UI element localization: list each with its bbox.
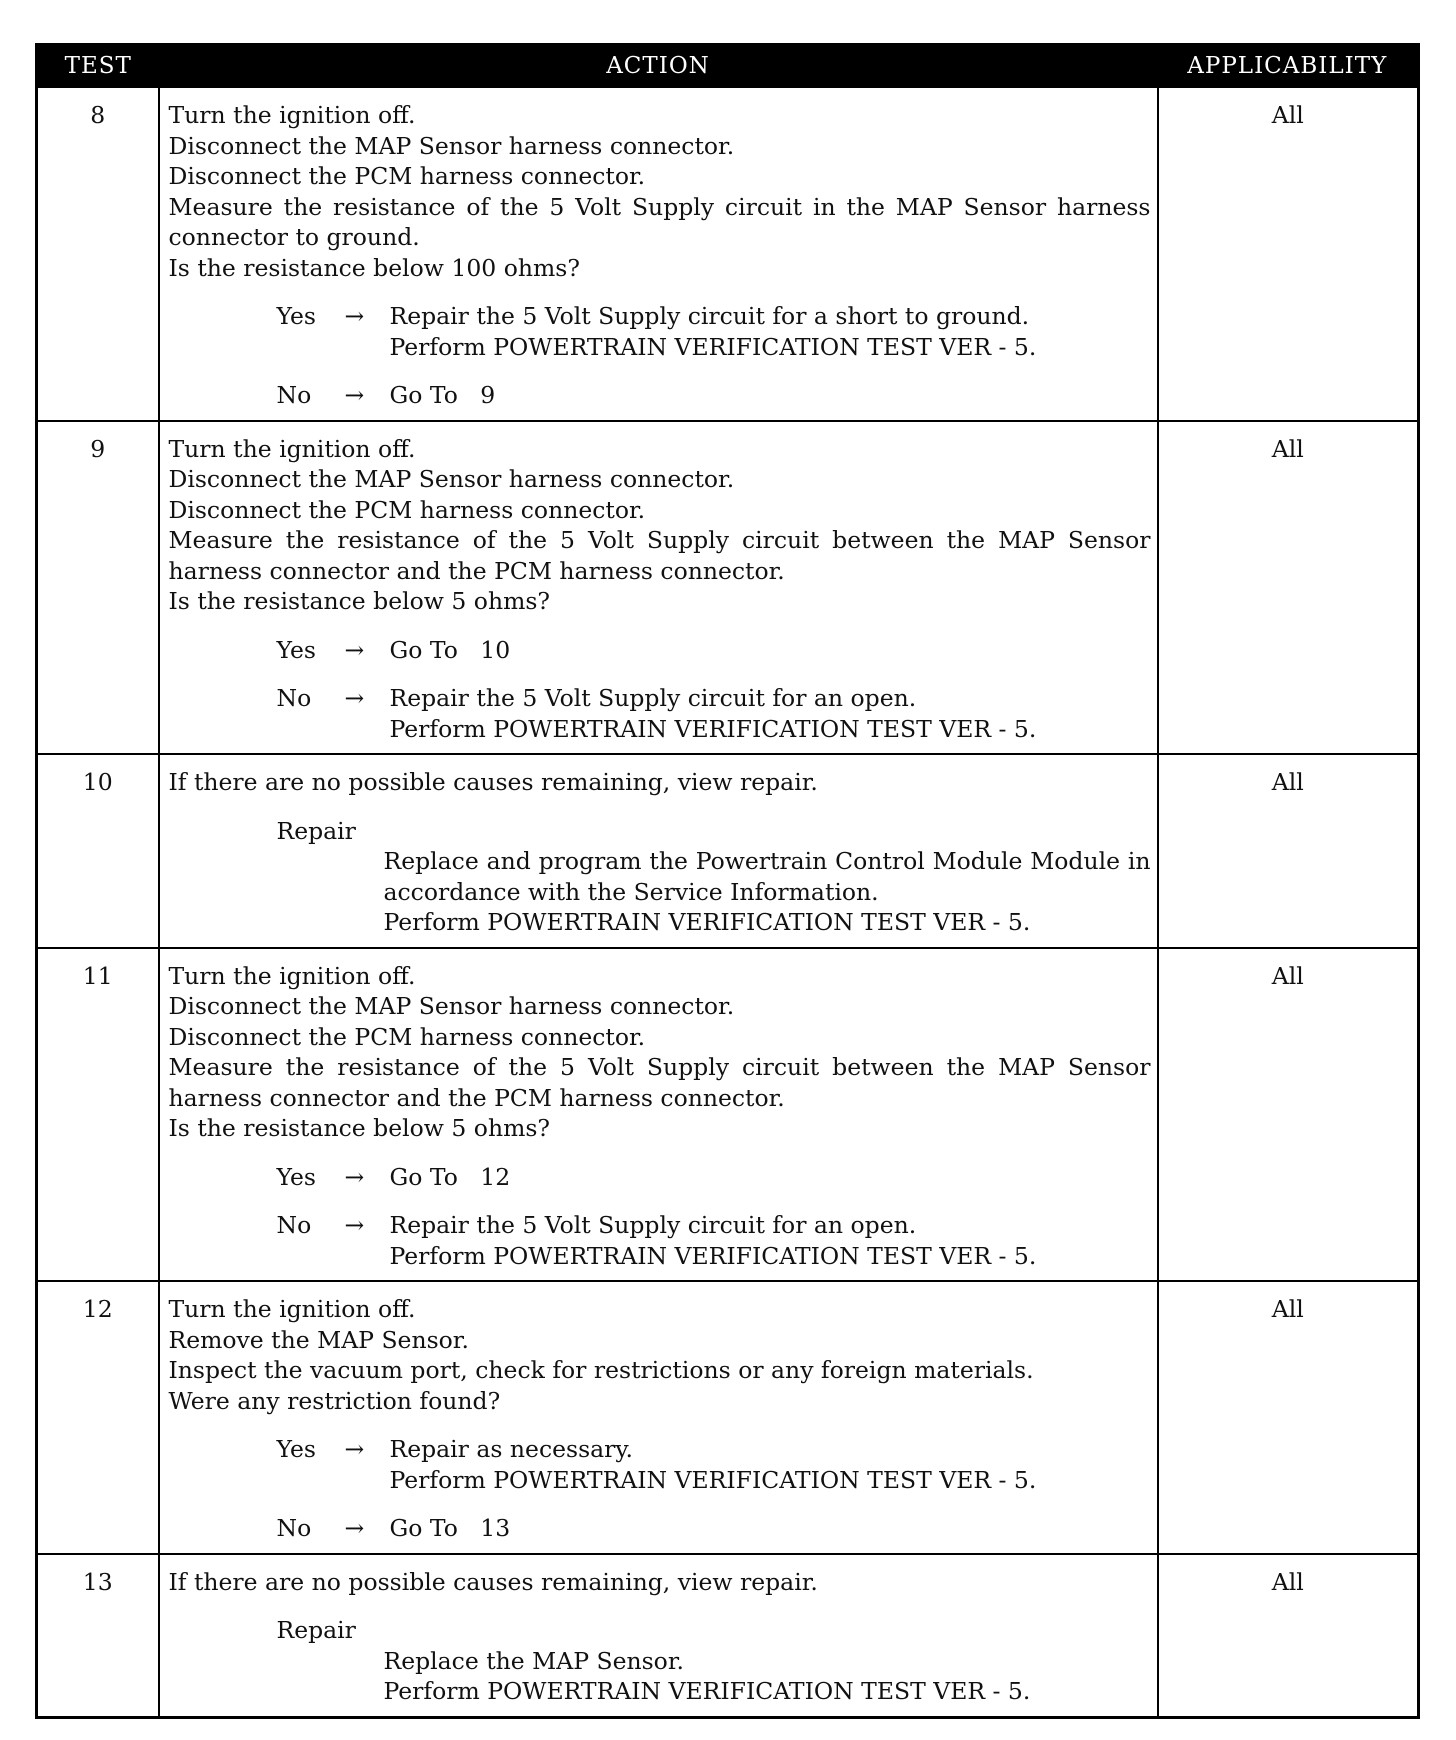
applicability-value: All: [1158, 948, 1419, 1282]
table-header-row: [37, 45, 1419, 88]
no-label: No: [276, 1211, 312, 1239]
arrow-icon: →: [344, 1211, 365, 1239]
test-number: 12: [37, 1281, 159, 1554]
arrow-icon: →: [344, 381, 365, 409]
response-text: Go To 9: [389, 381, 496, 409]
repair-label: Repair: [276, 1616, 356, 1644]
step-text: Disconnect the PCM harness connector.: [168, 1022, 646, 1051]
step-text: Were any restriction found?: [168, 1386, 501, 1415]
action-cell: [159, 1554, 1158, 1718]
test-number: 11: [37, 948, 159, 1282]
step-text: Disconnect the MAP Sensor harness connector.: [168, 131, 735, 160]
applicability-value: All: [1158, 421, 1419, 755]
response-text: Go To 12: [389, 1162, 511, 1191]
action-cell: [159, 87, 1158, 421]
response-text: Perform POWERTRAIN VERIFICATION TEST VER - 5.: [389, 332, 1037, 361]
step-text: Remove the MAP Sensor.: [168, 1325, 469, 1354]
applicability-value: All: [1158, 1281, 1419, 1554]
arrow-icon: →: [344, 635, 365, 664]
response-text: Perform POWERTRAIN VERIFICATION TEST VER - 5.: [389, 1465, 1037, 1494]
response-text: Repair the 5 Volt Supply circuit for an open.: [389, 684, 917, 712]
step-text: Turn the ignition off.: [168, 961, 416, 990]
no-response: [169, 1210, 1151, 1271]
repair-text: Replace and program the Powertrain Control Module Module in accordance with the Service Information.: [383, 847, 1151, 906]
yes-response: [169, 635, 1151, 666]
table-row: [37, 421, 1419, 755]
header-applicability: APPLICABILITY: [1158, 45, 1419, 88]
test-number: 13: [37, 1554, 159, 1718]
response-text: Perform POWERTRAIN VERIFICATION TEST VER - 5.: [389, 1241, 1037, 1270]
header-action: ACTION: [159, 45, 1158, 88]
test-number: 9: [37, 421, 159, 755]
table-row: [37, 1554, 1419, 1718]
repair-text: Perform POWERTRAIN VERIFICATION TEST VER - 5.: [383, 908, 1031, 936]
applicability-value: All: [1158, 754, 1419, 948]
step-text: Measure the resistance of the 5 Volt Supply circuit in the MAP Sensor harness connector to ground.: [168, 192, 1151, 251]
test-number: 8: [37, 87, 159, 421]
response-text: Repair as necessary.: [389, 1435, 634, 1463]
response-text: Perform POWERTRAIN VERIFICATION TEST VER - 5.: [389, 714, 1037, 743]
action-cell: [159, 1281, 1158, 1554]
no-label: No: [276, 381, 312, 409]
no-response: [169, 380, 1151, 411]
step-text: Is the resistance below 5 ohms?: [168, 1114, 551, 1142]
yes-label: Yes: [276, 302, 316, 330]
no-response: [169, 683, 1151, 744]
response-text: Repair the 5 Volt Supply circuit for an open.: [389, 1211, 917, 1239]
step-text: Measure the resistance of the 5 Volt Supply circuit between the MAP Sensor harness connector and the PCM harness connector.: [168, 526, 1151, 585]
table-row: [37, 754, 1419, 948]
yes-label: Yes: [276, 1162, 316, 1191]
step-text: Inspect the vacuum port, check for restrictions or any foreign materials.: [168, 1356, 1034, 1384]
yes-label: Yes: [276, 1435, 316, 1463]
table-row: [37, 1281, 1419, 1554]
step-text: Turn the ignition off.: [168, 1295, 416, 1323]
step-text: Measure the resistance of the 5 Volt Supply circuit between the MAP Sensor harness connector and the PCM harness connector.: [168, 1053, 1151, 1112]
action-cell: [159, 421, 1158, 755]
header-test: TEST: [37, 45, 159, 88]
no-response: [169, 1513, 1151, 1544]
step-text: Turn the ignition off.: [168, 101, 416, 129]
step-text: Is the resistance below 100 ohms?: [168, 253, 580, 282]
yes-label: Yes: [276, 635, 316, 664]
arrow-icon: →: [344, 684, 365, 712]
diagnostic-test-table: [35, 43, 1420, 1719]
action-cell: [159, 754, 1158, 948]
yes-response: [169, 1434, 1151, 1495]
step-text: Disconnect the MAP Sensor harness connector.: [168, 992, 735, 1020]
step-text: Turn the ignition off.: [168, 434, 416, 463]
repair-text: Replace the MAP Sensor.: [383, 1646, 684, 1675]
arrow-icon: →: [344, 1435, 365, 1463]
yes-response: [169, 301, 1151, 362]
response-text: Go To 10: [389, 635, 511, 664]
step-text: Is the resistance below 5 ohms?: [168, 587, 551, 615]
action-cell: [159, 948, 1158, 1282]
response-text: Repair the 5 Volt Supply circuit for a short to ground.: [389, 302, 1030, 330]
table-row: [37, 87, 1419, 421]
applicability-value: All: [1158, 1554, 1419, 1718]
response-text: Go To 13: [389, 1514, 511, 1542]
step-text: Disconnect the PCM harness connector.: [168, 162, 646, 190]
arrow-icon: →: [344, 302, 365, 330]
no-label: No: [276, 1514, 312, 1542]
intro-text: If there are no possible causes remaining, view repair.: [168, 1567, 818, 1596]
intro-text: If there are no possible causes remaining, view repair.: [168, 768, 818, 796]
test-number: 10: [37, 754, 159, 948]
repair-text: Perform POWERTRAIN VERIFICATION TEST VER - 5.: [383, 1677, 1031, 1705]
table-row: [37, 948, 1419, 1282]
arrow-icon: →: [344, 1514, 365, 1542]
step-text: Disconnect the PCM harness connector.: [168, 495, 646, 524]
no-label: No: [276, 684, 312, 712]
applicability-value: All: [1158, 87, 1419, 421]
arrow-icon: →: [344, 1162, 365, 1191]
yes-response: [169, 1162, 1151, 1193]
step-text: Disconnect the MAP Sensor harness connector.: [168, 465, 735, 493]
repair-label: Repair: [276, 816, 356, 845]
